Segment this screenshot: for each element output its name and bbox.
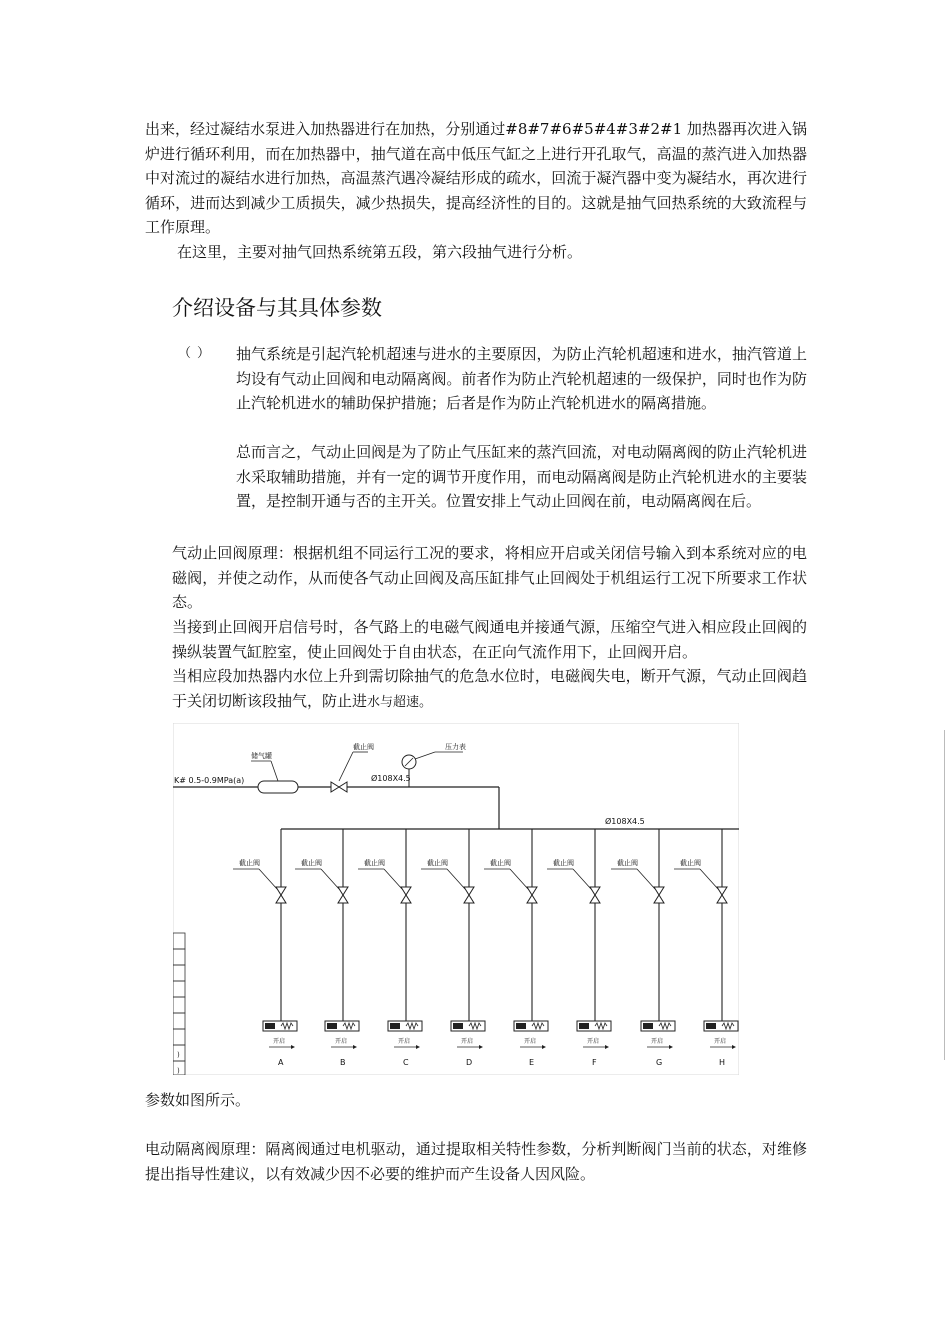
close-signal-main: 当相应段加热器内水位上升到需切除抽气的危急水位时，电磁阀失电，断开气源，气动止回阀趋于关闭切断该段抽气，防止进	[172, 667, 807, 710]
paragraph-open-signal: 当接到止回阀开启信号时，各气路上的电磁气阀通电并接通气源，压缩空气进入相应段止回阀的操纵装置气缸腔室，使止回阀处于自由状态，在正向气流作用下，止回阀开启。	[172, 618, 807, 661]
branch-letter: H	[719, 1058, 726, 1067]
paragraph-focus: 在这里，主要对抽气回热系统第五段，第六段抽气进行分析。	[177, 243, 583, 261]
actuator-caption: 开启	[335, 1038, 348, 1045]
paragraph-check-valve-principle: 气动止回阀原理：根据机组不同运行工况的要求，将相应开启或关闭信号输入到本系统对应的电磁阀，并使之动作，从而使各气动止回阀及高压缸排气止回阀处于机组运行工况下所要求工作状态。	[172, 544, 807, 612]
page-edge-rule	[944, 730, 945, 1060]
actuator-caption: 开启	[587, 1038, 600, 1045]
branch-valve-label: 截止阀	[301, 859, 322, 867]
list-item-text-2: 总而言之，气动止回阀是为了防止气压缸来的蒸汽回流，对电动隔离阀的防止汽轮机进水采取辅助措施，并有一定的调节开度作用，而电动隔离阀是防止汽轮机进水的主要装置，是控制开通与否的主开关。位置安排上气动止回阀在前，电动隔离阀在后。	[236, 443, 807, 511]
actuator-caption: 开启	[524, 1038, 537, 1045]
actuator-piston	[265, 1023, 275, 1029]
paragraph-close-signal	[172, 664, 807, 715]
air-receiver-label: 储气罐	[251, 752, 272, 760]
air-receiver	[258, 781, 298, 793]
list-marker: （）	[178, 346, 217, 361]
branch-valve-label: 截止阀	[617, 859, 638, 867]
branch-letter: E	[529, 1058, 535, 1067]
actuator-piston	[453, 1023, 463, 1029]
side-index-mark: )	[177, 1051, 180, 1059]
actuator-caption: 开启	[714, 1038, 727, 1045]
air-supply-diagram	[173, 723, 739, 1075]
side-index-mark: )	[177, 1067, 180, 1075]
paragraph-isolation-principle: 电动隔离阀原理：隔离阀通过电机驱动，通过提取相关特性参数，分析判断阀门当前的状态，对维修提出指导性建议，以有效减少因不必要的维护而产生设备人因风险。	[145, 1140, 807, 1183]
paragraph-intro: 出来，经过凝结水泵进入加热器进行在加热，分别通过#8#7#6#5#4#3#2#1 加热器再次进入锅炉进行循环利用，而在加热器中，抽气道在高中低压气缸之上进行开孔取气，高温的蒸汽进入加热器中对流过的凝结水进行加热，高温蒸汽遇冷凝结形成的疏水，回流于凝汽器中变为凝结水，再次进行循环，进而达到减少工质损失，减少热损失，提高经济性的目的。这就是抽气回热系统的大致流程与工作原理。	[145, 120, 807, 237]
branch-valve-label: 截止阀	[553, 859, 574, 867]
actuator-caption: 开启	[651, 1038, 664, 1045]
actuator-piston	[706, 1023, 716, 1029]
pressure-gauge-label: 压力表	[445, 743, 466, 751]
branch-letter: F	[592, 1058, 597, 1067]
branch-valve-label: 截止阀	[490, 859, 511, 867]
header-pipe-label: Ø108X4.5	[605, 817, 645, 826]
actuator-piston	[327, 1023, 337, 1029]
section-heading: 介绍设备与其具体参数	[172, 296, 382, 320]
branch-valve-label: 截止阀	[680, 859, 701, 867]
branch-letter: B	[340, 1058, 346, 1067]
branch-letter: G	[656, 1058, 663, 1067]
branch-valve-label: 截止阀	[427, 859, 448, 867]
supply-label: K# 0.5-0.9MPa(a)	[174, 776, 245, 785]
branch-valve-label: 截止阀	[239, 859, 260, 867]
actuator-caption: 开启	[398, 1038, 411, 1045]
actuator-piston	[579, 1023, 589, 1029]
branch-letter: C	[403, 1058, 409, 1067]
main-pipe-label: Ø108X4.5	[371, 774, 411, 783]
actuator-piston	[390, 1023, 400, 1029]
paragraph-figure-note: 参数如图所示。	[145, 1091, 251, 1109]
actuator-caption: 开启	[461, 1038, 474, 1045]
branch-letter: A	[278, 1058, 284, 1067]
close-signal-tail: 水与超速。	[367, 694, 433, 710]
branch-valve-label: 截止阀	[364, 859, 385, 867]
branch-letter: D	[466, 1058, 473, 1067]
main-stop-valve-label: 截止阀	[353, 743, 374, 751]
actuator-piston	[516, 1023, 526, 1029]
actuator-caption: 开启	[273, 1038, 286, 1045]
actuator-piston	[643, 1023, 653, 1029]
list-item-text-1: 抽气系统是引起汽轮机超速与进水的主要原因，为防止汽轮机超速和进水，抽汽管道上均设有气动止回阀和电动隔离阀。前者作为防止汽轮机超速的一级保护，同时也作为防止汽轮机进水的辅助保护措施；后者是作为防止汽轮机进水的隔离措施。	[236, 345, 807, 413]
